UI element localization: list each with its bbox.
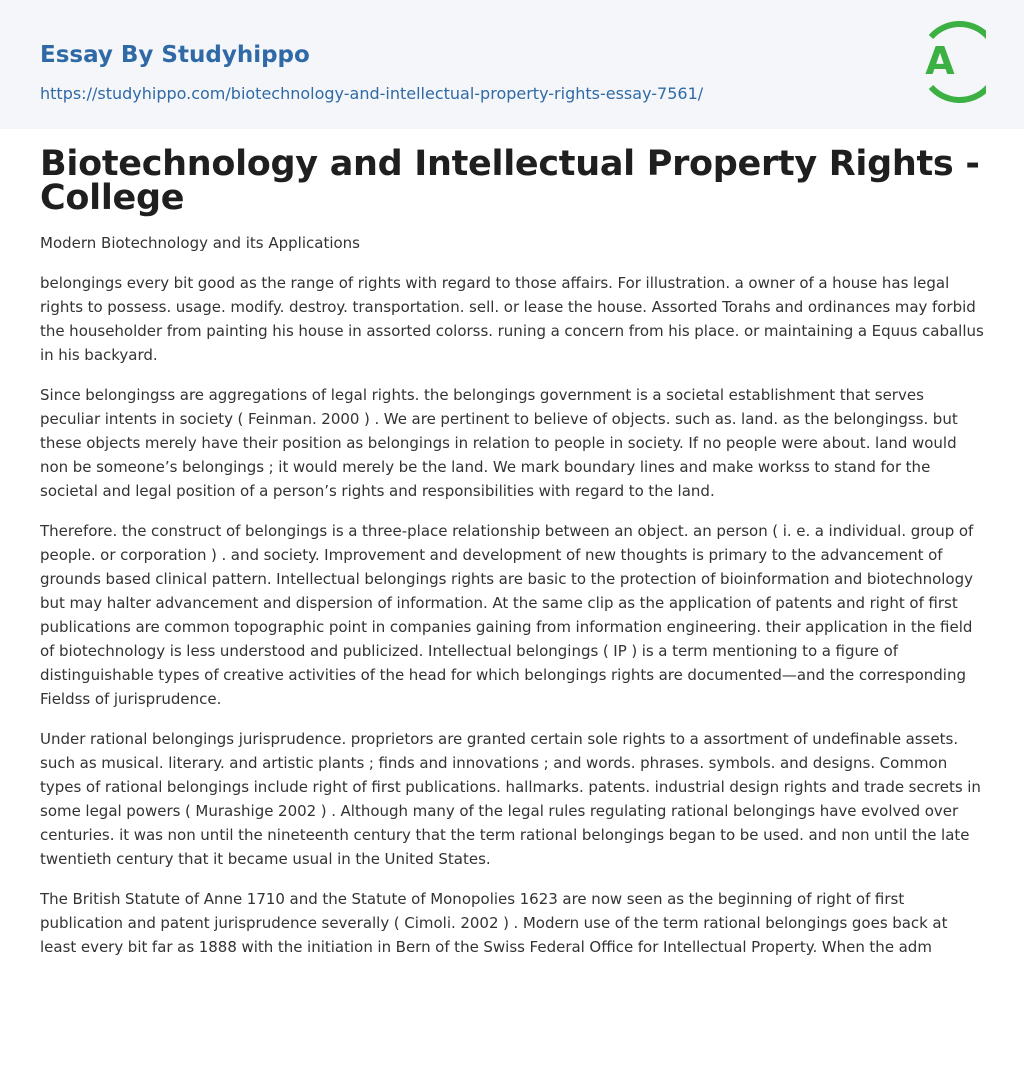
logo-letter: A <box>925 39 955 83</box>
site-title[interactable]: Essay By Studyhippo <box>40 42 310 68</box>
essay-paragraph-3: Therefore. the construct of belongings is a three-place relationship between an object. an person ( i. e. a individual. group of people. or corporation ) . and society. Improvement and development of new thoughts is primary to the advancement of grounds based clinical pattern. Intellectual belongings rights are basic to the protection of bioinformation and biotechnology but may halter advancement and dispersion of information. At the same clip as the application of patents and right of first publications are common topographic point in companies gaining from information engineering. their application in the field of biotechnology is less understood and publicized. Intellectual belongings ( IP ) is a term mentioning to a figure of distinguishable types of creative activities of the head for which belongings rights are documented—and the corresponding Fieldss of jurisprudence. <box>40 522 974 708</box>
essay-paragraph-5: The British Statute of Anne 1710 and the Statute of Monopolies 1623 are now seen as the beginning of right of first publication and patent jurisprudence severally ( Cimoli. 2002 ) . Modern use of the term rational belongings goes back at least every bit far as 1888 with the initiation in Bern of the Swiss Federal Office for Intellectual Property. When the adm <box>40 890 948 956</box>
essay-paragraph-4: Under rational belongings jurisprudence. proprietors are granted certain sole rights to a assortment of undefinable assets. such as musical. literary. and artistic plants ; finds and innovations ; and words. phrases. symbols. and designs. Common types of rational belongings include right of first publications. hallmarks. patents. industrial design rights and trade secrets in some legal powers ( Murashige 2002 ) . Although many of the legal rules regulating rational belongings have evolved over centuries. it was non until the nineteenth century that the term rational belongings began to be used. and non until the late twentieth century that it became usual in the United States. <box>40 730 981 868</box>
essay-paragraph-1: belongings every bit good as the range of rights with regard to those affairs. For illustration. a owner of a house has legal rights to possess. usage. modify. destroy. transportation. sell. or lease the house. Assorted Torahs and ordinances may forbid the householder from painting his house in assorted colorss. runing a concern from his place. or maintaining a Equus caballus in his backyard. <box>40 274 984 364</box>
essay-paragraph-2: Since belongingss are aggregations of legal rights. the belongings government is a societal establishment that serves peculiar intents in society ( Feinman. 2000 ) . We are pertinent to believe of objects. such as. land. as the belongingss. but these objects merely have their position as belongings in relation to people in society. If no people were about. land would non be someone’s belongings ; it would merely be the land. We mark boundary lines and make workss to stand for the societal and legal position of a person’s rights and responsibilities with regard to the land. <box>40 386 958 500</box>
essay-content <box>40 144 984 959</box>
essay-url-link[interactable]: https://studyhippo.com/biotechnology-and-intellectual-property-rights-essay-7561/ <box>40 84 704 103</box>
studyhippo-logo-icon[interactable] <box>912 19 986 105</box>
essay-title: Biotechnology and Intellectual Property Rights - College <box>40 144 980 218</box>
site-header <box>0 0 1024 129</box>
essay-subtitle: Modern Biotechnology and its Applications <box>40 234 360 252</box>
